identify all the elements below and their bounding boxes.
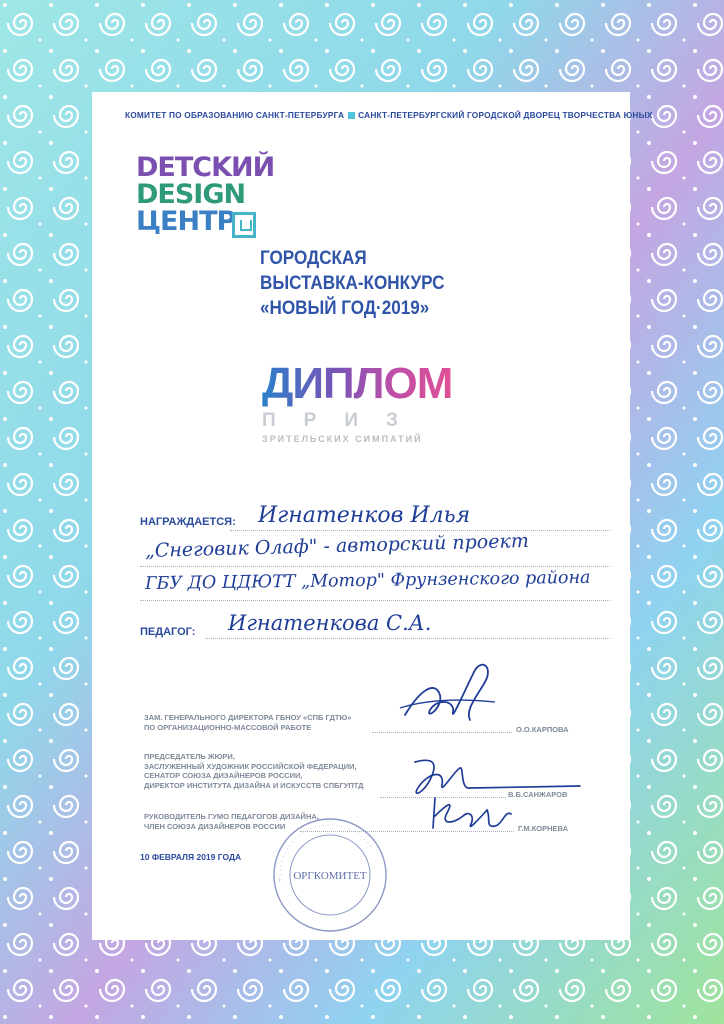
signatory-3-title: РУКОВОДИТЕЛЬ ГУМО ПЕДАГОГОВ ДИЗАЙНА, ЧЛЕН СОЮЗА ДИЗАЙНЕРОВ РОССИИ — [144, 812, 319, 831]
teacher-label: ПЕДАГОГ: — [140, 626, 196, 638]
detskiy-design-centr-logo: DETCKИЙ DESIGN ЦЕНТР — [136, 152, 275, 237]
stamp-center-text: ОРГКОМИТЕТ — [293, 870, 367, 882]
separator-square-icon — [348, 112, 355, 119]
work-underline — [140, 566, 610, 567]
teacher-name: Игнатенкова С.А. — [228, 611, 432, 635]
awarded-underline — [230, 530, 610, 531]
signatory-2-title: ПРЕДСЕДАТЕЛЬ ЖЮРИ, ЗАСЛУЖЕННЫЙ ХУДОЖНИК РОССИЙСКОЙ ФЕДЕРАЦИИ, СЕНАТОР СОЮЗА ДИЗАЙНЕРОВ РОССИИ, ДИРЕКТОР ИНСТИТУТА ДИЗАЙНА И ИСКУССТВ СПБГУПТД — [144, 752, 364, 790]
organization-underline — [140, 600, 610, 601]
svg-text:~ · · · · · · · · · · · · · ·: ~ · · · · · · · · · · · · · · · · · · · · · · · · · · · · · — [276, 821, 374, 883]
issue-date: 10 ФЕВРАЛЯ 2019 ГОДА — [140, 852, 242, 862]
signatory-2-name: В.Б.САНЖАРОВ — [508, 790, 568, 799]
event-title: ГОРОДСКАЯ ВЫСТАВКА-КОНКУРС «НОВЫЙ ГОД·2019» — [260, 248, 445, 319]
diploma-heading: ДИПЛОМ — [262, 359, 453, 408]
signatory-1-name: О.О.КАРПОВА — [516, 725, 569, 734]
teacher-underline — [205, 638, 610, 639]
issuer-header — [125, 110, 653, 120]
prize-subtitle: ЗРИТЕЛЬСКИХ СИМПАТИЙ — [262, 434, 423, 444]
signature-korneva — [425, 788, 535, 838]
organizing-committee-stamp — [270, 815, 390, 935]
organization-name: ГБУ ДО ЦДЮТТ „Мотор" Фрунзенского района — [144, 567, 591, 594]
prize-label: ПРИЗ — [262, 410, 426, 431]
signatory-1-title: ЗАМ. ГЕНЕРАЛЬНОГО ДИРЕКТОРА ГБНОУ «СПБ ГДТЮ» ПО ОРГАНИЗАЦИОННО-МАССОВОЙ РАБОТЕ — [144, 713, 352, 732]
logo-spiral-icon — [232, 212, 256, 238]
awarded-label: НАГРАЖДАЕТСЯ: — [140, 516, 236, 528]
committee-text: КОМИТЕТ ПО ОБРАЗОВАНИЮ САНКТ-ПЕТЕРБУРГА — [125, 110, 345, 120]
signature-karpova — [395, 660, 525, 740]
palace-text: САНКТ-ПЕТЕРБУРГСКИЙ ГОРОДСКОЙ ДВОРЕЦ ТВОРЧЕСТВА ЮНЫХ — [358, 110, 653, 120]
work-title: „Снеговик Олаф" - авторский проект — [144, 529, 530, 562]
signatory-3-name: Г.М.КОРНЕВА — [518, 824, 569, 833]
awarded-name: Игнатенков Илья — [258, 503, 471, 528]
